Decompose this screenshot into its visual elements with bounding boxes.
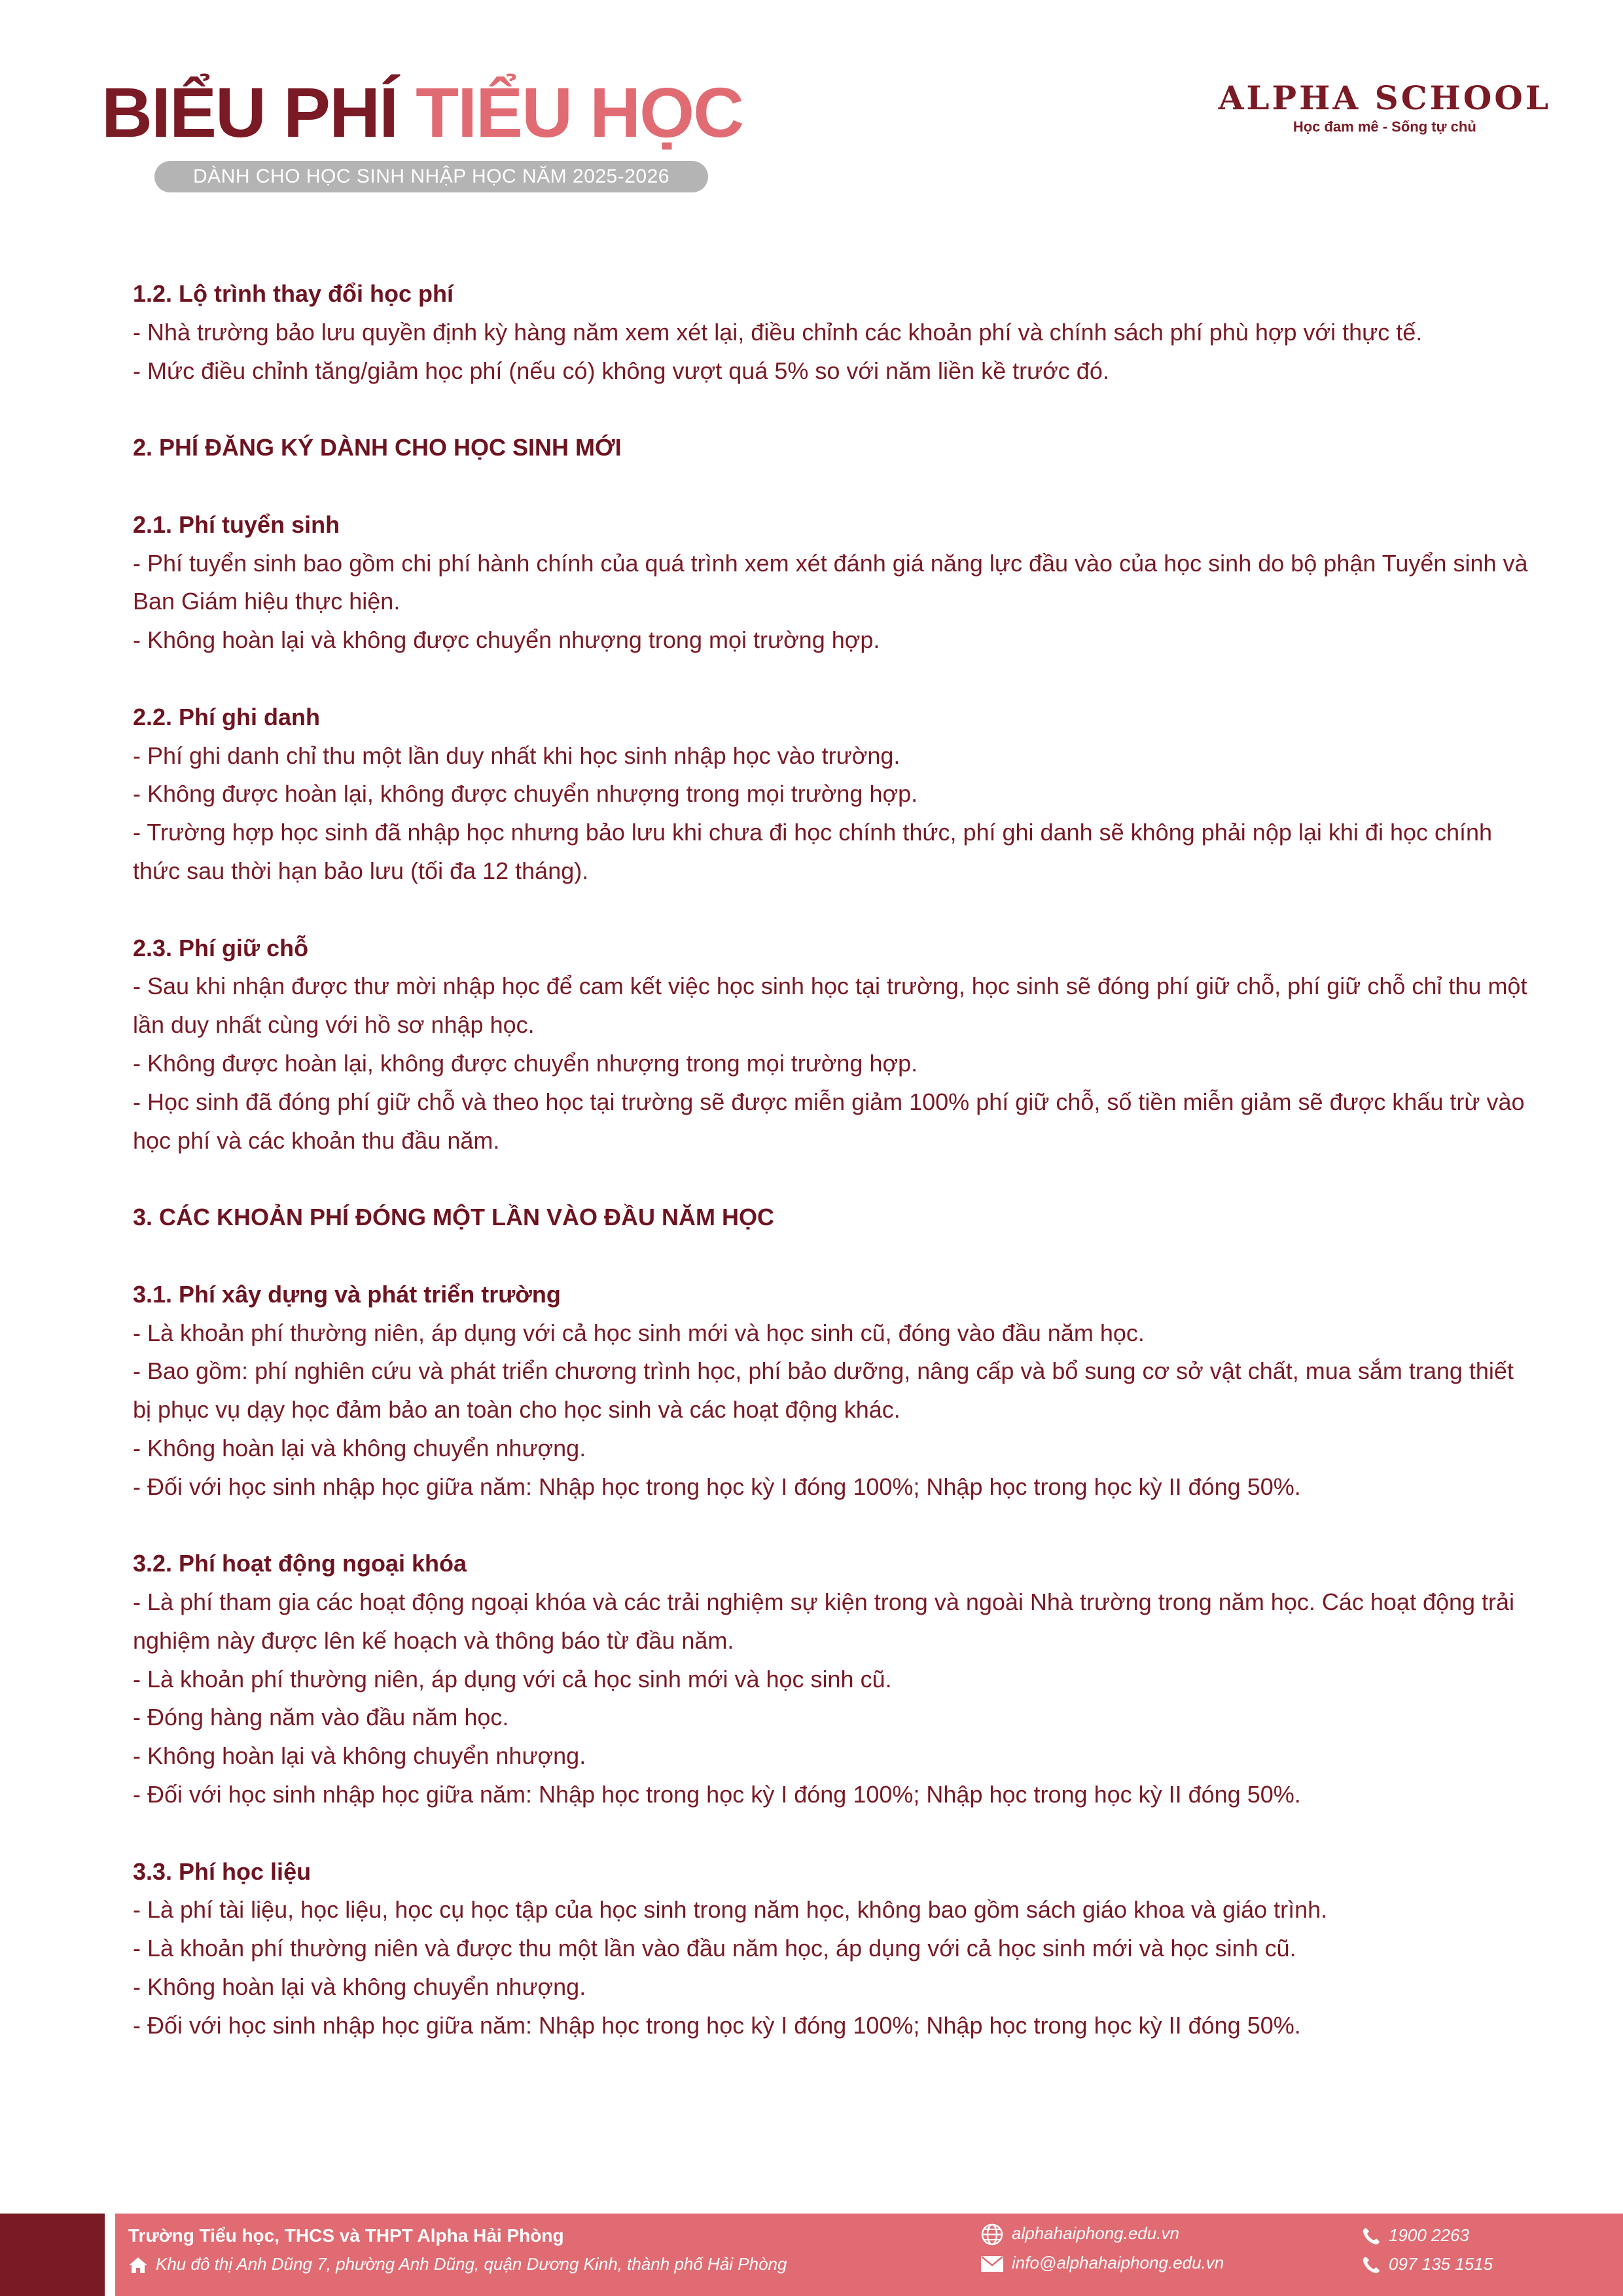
paragraph: - Là khoản phí thường niên và được thu một lần vào đầu năm học, áp dụng với cả học sinh mới và học sinh cũ. bbox=[133, 1935, 1296, 1962]
page-title bbox=[101, 73, 743, 152]
footer-accent-block bbox=[0, 2214, 105, 2296]
section-heading-3-3: 3.3. Phí học liệu bbox=[133, 1857, 312, 1885]
paragraph: - Là phí tài liệu, học liệu, học cụ học tập của học sinh trong năm học, không bao gồm sách giáo khoa và giáo trình. bbox=[133, 1896, 1328, 1924]
page-footer bbox=[0, 2214, 1623, 2296]
paragraph: - Không được hoàn lại, không được chuyển nhượng trong mọi trường hợp. bbox=[133, 1049, 918, 1077]
paragraph: - Phí ghi danh chỉ thu một lần duy nhất khi học sinh nhập học vào trường. bbox=[133, 742, 901, 769]
document-body bbox=[133, 275, 1533, 2045]
paragraph: - Đối với học sinh nhập học giữa năm: Nhập học trong học kỳ I đóng 100%; Nhập học trong học kỳ II đóng 50%. bbox=[133, 2011, 1301, 2039]
footer-email[interactable] bbox=[980, 2253, 1224, 2273]
paragraph: - Phí tuyển sinh bao gồm chi phí hành chính của quá trình xem xét đánh giá năng lực đầu vào của học sinh do bộ phận Tuyển sinh và Ban Giám hiệu thực hiện. bbox=[133, 549, 1528, 615]
title-part-2: TIỂU HỌC bbox=[416, 73, 743, 152]
school-logo bbox=[1219, 80, 1551, 135]
address-text: Khu đô thị Anh Dũng 7, phường Anh Dũng, quận Dương Kinh, thành phố Hải Phòng bbox=[156, 2254, 787, 2274]
section-heading-2-1: 2.1. Phí tuyển sinh bbox=[133, 511, 340, 538]
brand-slogan: Học đam mê - Sống tự chủ bbox=[1293, 118, 1476, 135]
paragraph: - Không hoàn lại và không chuyển nhượng. bbox=[133, 1973, 586, 2001]
paragraph: - Học sinh đã đóng phí giữ chỗ và theo học tại trường sẽ được miễn giảm 100% phí giữ chỗ, số tiền miễn giảm sẽ được khấu trừ vào học phí và các khoản thu đầu năm. bbox=[133, 1088, 1525, 1154]
paragraph: - Là phí tham gia các hoạt động ngoại khóa và các trải nghiệm sự kiện trong và ngoài Nhà trường trong năm học. Các hoạt động trải nghiệm này được lên kế hoạch và thông báo từ đầu năm. bbox=[133, 1588, 1515, 1654]
section-heading-3-1: 3.1. Phí xây dựng và phát triển trường bbox=[133, 1280, 561, 1308]
section-heading-2-3: 2.3. Phí giữ chỗ bbox=[133, 934, 309, 961]
section-heading-3-2: 3.2. Phí hoạt động ngoại khóa bbox=[133, 1550, 467, 1577]
email-link[interactable]: info@alphahaiphong.edu.vn bbox=[1012, 2253, 1224, 2272]
globe-icon bbox=[980, 2223, 1004, 2246]
title-part-1: BIỂU PHÍ bbox=[101, 73, 398, 152]
paragraph: - Đối với học sinh nhập học giữa năm: Nhập học trong học kỳ I đóng 100%; Nhập học trong học kỳ II đóng 50%. bbox=[133, 1781, 1301, 1808]
footer-contact-bar bbox=[115, 2214, 1623, 2296]
paragraph: - Không hoàn lại và không chuyển nhượng. bbox=[133, 1742, 586, 1770]
paragraph: - Không được hoàn lại, không được chuyển nhượng trong mọi trường hợp. bbox=[133, 780, 918, 808]
mail-icon bbox=[980, 2255, 1004, 2272]
paragraph: - Nhà trường bảo lưu quyền định kỳ hàng năm xem xét lại, điều chỉnh các khoản phí và chính sách phí phù hợp với thực tế. bbox=[133, 318, 1423, 346]
section-heading-3: 3. CÁC KHOẢN PHÍ ĐÓNG MỘT LẦN VÀO ĐẦU NĂM HỌC bbox=[133, 1204, 774, 1231]
brand-name: ALPHA SCHOOL bbox=[1218, 79, 1551, 117]
website-link[interactable]: alphahaiphong.edu.vn bbox=[1012, 2223, 1179, 2243]
phone-number-1[interactable]: 1900 2263 bbox=[1389, 2225, 1469, 2245]
footer-phone-1[interactable] bbox=[1361, 2225, 1469, 2246]
paragraph: - Bao gồm: phí nghiên cứu và phát triển chương trình học, phí bảo dưỡng, nâng cấp và bổ sung cơ sở vật chất, mua sắm trang thiết bị phục vụ dạy học đảm bảo an toàn cho học sinh và các hoạt động khác. bbox=[133, 1357, 1514, 1424]
subtitle-badge: DÀNH CHO HỌC SINH NHẬP HỌC NĂM 2025-2026 bbox=[154, 161, 708, 192]
paragraph: - Là khoản phí thường niên, áp dụng với cả học sinh mới và học sinh cũ, đóng vào đầu năm học. bbox=[133, 1319, 1145, 1346]
footer-address bbox=[128, 2254, 787, 2274]
paragraph: - Mức điều chỉnh tăng/giảm học phí (nếu có) không vượt quá 5% so với năm liền kề trước đó. bbox=[133, 357, 1109, 384]
phone-icon bbox=[1361, 2227, 1381, 2246]
footer-school-name: Trường Tiểu học, THCS và THPT Alpha Hải Phòng bbox=[128, 2225, 564, 2246]
section-heading-2: 2. PHÍ ĐĂNG KÝ DÀNH CHO HỌC SINH MỚI bbox=[133, 434, 622, 461]
paragraph: - Đóng hàng năm vào đầu năm học. bbox=[133, 1704, 509, 1731]
phone-number-2[interactable]: 097 135 1515 bbox=[1389, 2254, 1493, 2274]
home-icon bbox=[128, 2256, 148, 2274]
paragraph: - Trường hợp học sinh đã nhập học nhưng bảo lưu khi chưa đi học chính thức, phí ghi danh sẽ không phải nộp lại khi đi học chính thức sau thời hạn bảo lưu (tối đa 12 tháng). bbox=[133, 819, 1493, 884]
phone-icon bbox=[1361, 2255, 1381, 2275]
paragraph: - Đối với học sinh nhập học giữa năm: Nhập học trong học kỳ I đóng 100%; Nhập học trong học kỳ II đóng 50%. bbox=[133, 1473, 1301, 1500]
footer-phone-2[interactable] bbox=[1361, 2254, 1493, 2275]
paragraph: - Không hoàn lại và không chuyển nhượng. bbox=[133, 1434, 586, 1462]
footer-website[interactable] bbox=[980, 2223, 1179, 2246]
section-heading-1-2: 1.2. Lộ trình thay đổi học phí bbox=[133, 280, 454, 307]
paragraph: - Là khoản phí thường niên, áp dụng với cả học sinh mới và học sinh cũ. bbox=[133, 1665, 892, 1693]
paragraph: - Không hoàn lại và không được chuyển nhượng trong mọi trường hợp. bbox=[133, 626, 880, 654]
section-heading-2-2: 2.2. Phí ghi danh bbox=[133, 703, 321, 730]
paragraph: - Sau khi nhận được thư mời nhập học để cam kết việc học sinh học tại trường, học sinh sẽ đóng phí giữ chỗ, phí giữ chỗ chỉ thu một lần duy nhất cùng với hồ sơ nhập học. bbox=[133, 973, 1527, 1039]
